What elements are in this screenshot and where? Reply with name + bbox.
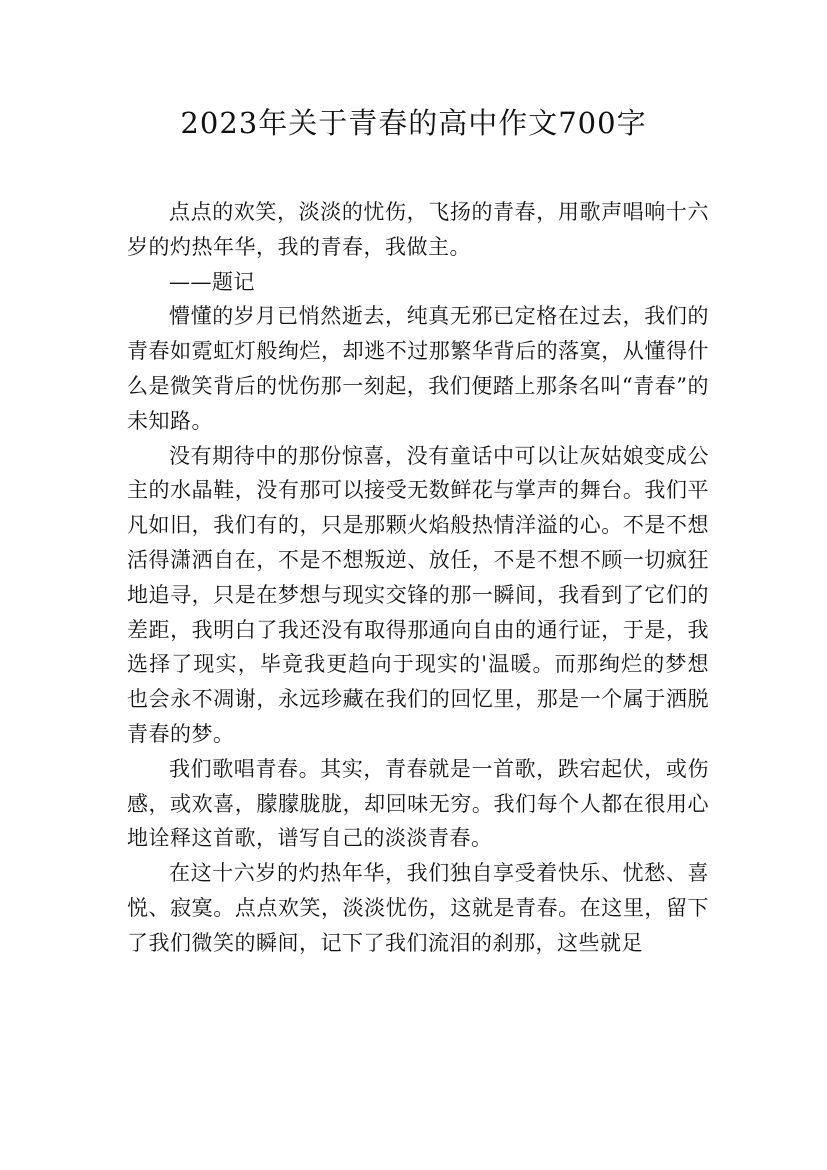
paragraph-3: 我们歌唱青春。其实，青春就是一首歌，跌宕起伏，或伤感，或欢喜，朦朦胧胧，却回味无穷。我们每个人都在很用心地诠释这首歌，谱写自己的淡淡青春。	[127, 756, 709, 851]
paragraph-4: 在这十六岁的灼热年华，我们独自享受着快乐、忧愁、喜悦、寂寞。点点欢笑，淡淡忧伤，这就是青春。在这里，留下了我们微笑的瞬间，记下了我们流泪的刹那，这些就足	[127, 861, 709, 955]
document-body	[127, 195, 709, 961]
paragraph-epigraph-credit: ——题记	[169, 269, 255, 294]
paragraph-2: 没有期待中的那份惊喜，没有童话中可以让灰姑娘变成公主的水晶鞋，没有那可以接受无数鲜花与掌声的舞台。我们平凡如旧，我们有的，只是那颗火焰般热情洋溢的心。不是不想活得潇洒自在，不是不想叛逆、放任，不是不想不顾一切疯狂地追寻，只是在梦想与现实交锋的那一瞬间，我看到了它们的差距，我明白了我还没有取得那通向自由的通行证，于是，我选择了现实，毕竟我更趋向于现实的'温暖。而那绚烂的梦想也会永不凋谢，永远珍藏在我们的回忆里，那是一个属于洒脱青春的梦。	[127, 443, 709, 746]
paragraph-intro: 点点的欢笑，淡淡的忧伤，飞扬的青春，用歌声唱响十六岁的灼热年华，我的青春，我做主。	[127, 200, 709, 259]
document-title: 2023年关于青春的高中作文700字	[180, 106, 647, 140]
paragraph-1: 懵懂的岁月已悄然逝去，纯真无邪已定格在过去，我们的青春如霓虹灯般绚烂，却逃不过那繁华背后的落寞，从懂得什么是微笑背后的忧伤那一刻起，我们便踏上那条名叫“青春”的未知路。	[127, 304, 709, 433]
